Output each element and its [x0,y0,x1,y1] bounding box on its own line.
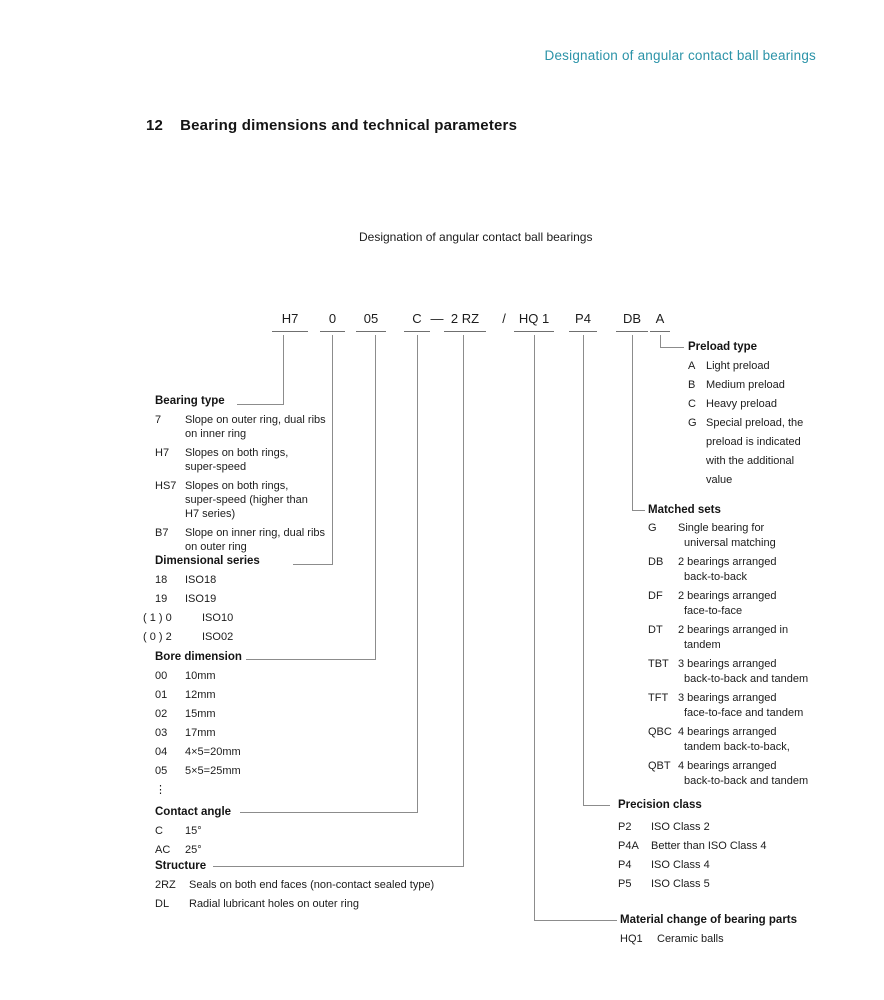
item-text: 4×5=20mm [185,746,241,758]
item-code [688,435,706,450]
item-text: tandem [684,639,721,651]
item-text [185,783,375,797]
list-item [648,536,856,551]
item-text: ISO Class 4 [651,859,710,871]
list-item [648,691,856,706]
item-text: value [706,473,733,486]
item-code [155,460,185,474]
list-item [618,820,853,834]
item-code: DB [648,556,664,568]
item-code [648,774,678,789]
list-item [155,479,467,493]
list-item [648,725,856,740]
item-text: ISO Class 5 [651,878,710,890]
item-text: with the additional [706,454,795,467]
item-text: Slopes on both rings, [185,447,289,459]
item-text: universal matching [684,537,776,549]
item-text: Special preload, the [706,416,804,429]
item-text: 5×5=25mm [185,765,241,777]
item-text: Single bearing for [678,522,765,534]
connector-hline-matched-sets [632,510,645,511]
item-code: HQ1 [620,933,643,945]
item-code: 2RZ [155,879,176,891]
section-title-structure: Structure [155,860,207,872]
section-structure [155,859,500,911]
list-item [155,745,375,759]
list-item [648,672,856,687]
list-item [155,688,375,702]
section-title-dimensional-series: Dimensional series [155,555,260,567]
item-text: Seals on both end faces (non-contact sealed type) [189,879,435,891]
list-item [648,657,856,672]
item-text: back-to-back and tandem [684,775,809,787]
item-code: A [688,359,696,372]
list-item [620,932,875,946]
item-text: ISO19 [185,593,217,605]
code-token-bore-dimension: 05 [356,311,386,332]
item-text: 3 bearings arranged [678,692,777,704]
item-code: DF [648,590,663,602]
list-item [155,897,500,911]
item-code: 19 [155,593,168,605]
item-text: 2 bearings arranged in [678,624,789,636]
item-code [688,454,706,469]
section-preload-type [688,340,866,487]
list-item [688,397,866,412]
material-change-rows [620,932,875,946]
item-text: 4 bearings arranged [678,726,777,738]
item-text: Heavy preload [706,397,777,410]
list-item [155,669,375,683]
list-item [155,843,355,857]
page-header-right: Designation of angular contact ball bearings [544,48,816,63]
list-item [688,359,866,374]
item-code: 01 [155,689,168,701]
item-code [155,507,185,521]
item-text: Slopes on both rings, [185,480,289,492]
item-text: 25° [185,844,202,856]
list-item [155,413,467,427]
item-code [155,493,185,507]
item-code: P2 [618,821,632,833]
item-code [648,570,678,585]
item-code: QBT [648,760,671,772]
item-code: 03 [155,727,168,739]
diagram-title: Designation of angular contact ball bearings [359,230,593,244]
list-item [155,493,467,507]
list-item [648,759,856,774]
item-code [648,638,678,653]
list-item [143,630,365,644]
code-token-structure: 2 RZ [444,311,486,332]
list-item [648,638,856,653]
connector-hline-precision [583,805,610,806]
item-text: super-speed (higher than [185,494,308,506]
item-text: on outer ring [185,541,247,553]
item-code: TBT [648,658,669,670]
item-code: TFT [648,692,669,704]
item-text: 12mm [185,689,216,701]
item-text: 2 bearings arranged [678,556,777,568]
item-text: 15° [185,825,202,837]
precision-class-rows [618,820,853,891]
list-item [648,604,856,619]
item-code [688,473,706,488]
item-code: DT [648,624,663,636]
code-token-dimensional-series: 0 [320,311,345,332]
item-text: ISO Class 2 [651,821,710,833]
item-code: DL [155,898,170,910]
contact-angle-rows [155,824,355,857]
section-title-bore-dimension: Bore dimension [155,651,242,663]
item-code: 18 [155,574,168,586]
list-item [648,740,856,755]
list-item [155,824,355,838]
item-text: H7 series) [185,508,236,520]
item-code: 02 [155,708,168,720]
item-code: 04 [155,746,168,758]
item-code: QBC [648,726,672,738]
list-item [618,858,853,872]
connector-vline-precision [583,335,584,805]
section-precision-class [618,798,853,891]
item-text: Light preload [706,359,770,372]
section-title-preload-type: Preload type [688,341,758,353]
item-code [648,604,678,619]
item-code: 05 [155,765,168,777]
item-code: AC [155,844,171,856]
item-text: preload is indicated [706,435,801,448]
list-item [155,446,467,460]
section-contact-angle [155,805,355,857]
item-text: 17mm [185,727,216,739]
item-text: on inner ring [185,428,247,440]
item-code: C [155,825,163,837]
preload-type-rows [688,359,866,488]
item-text: Radial lubricant holes on outer ring [189,898,359,910]
item-code: P4 [618,859,632,871]
item-code: HS7 [155,480,177,492]
item-text: back-to-back and tandem [684,673,809,685]
item-text: 2 bearings arranged [678,590,777,602]
section-material-change [620,913,875,946]
section-matched-sets [648,503,856,789]
dimensional-series-rows [143,573,365,644]
section-bearing-type [155,394,467,554]
code-token-material: HQ 1 [514,311,554,332]
item-code: P4A [618,840,639,852]
list-item [648,706,856,721]
item-text: face-to-face [684,605,743,617]
matched-sets-rows [648,521,856,789]
list-item [688,416,866,431]
list-item [688,454,866,469]
item-text: Slope on outer ring, dual ribs [185,414,326,426]
code-token-precision: P4 [569,311,597,332]
code-token-dash: — [430,311,444,326]
connector-vline-preload [660,335,661,347]
list-item [648,555,856,570]
list-item [155,783,375,797]
item-code: P5 [618,878,632,890]
item-code [155,427,185,441]
list-item [155,460,467,474]
item-code [648,706,678,721]
item-text: super-speed [185,461,247,473]
item-code: ( 1 ) 0 [143,612,172,624]
list-item [648,570,856,585]
item-text: 3 bearings arranged [678,658,777,670]
connector-hline-material [534,920,617,921]
item-code: B [688,378,696,391]
item-text: 10mm [185,670,216,682]
connector-vline-material [534,335,535,920]
section-dimensional-series [143,554,365,644]
item-text: ISO10 [202,612,234,624]
item-text: 15mm [185,708,216,720]
bearing-type-rows [155,413,467,554]
code-token-matched-sets: DB [616,311,648,332]
item-code: G [648,522,657,534]
item-text: Ceramic balls [657,933,724,945]
list-item [155,540,467,554]
list-item [648,623,856,638]
chapter-number: 12 [146,117,164,134]
item-code: C [688,397,696,410]
list-item [648,774,856,789]
item-code: ( 0 ) 2 [143,631,172,643]
list-item [155,726,375,740]
section-title-bearing-type: Bearing type [155,395,225,407]
list-item [155,878,500,892]
connector-vline-matched-sets [632,335,633,510]
list-item [155,764,375,778]
code-token-bearing-type: H7 [272,311,308,332]
list-item [155,573,365,587]
item-text: ISO02 [202,631,234,643]
list-item [618,877,853,891]
code-token-slash: / [502,311,506,326]
item-code: 7 [155,414,162,426]
item-text: Slope on inner ring, dual ribs [185,527,326,539]
list-item [648,589,856,604]
list-item [155,592,365,606]
list-item [618,839,853,853]
list-item [155,507,467,521]
section-title-material-change: Material change of bearing parts [620,914,798,926]
item-text: ISO18 [185,574,217,586]
item-code [648,740,678,755]
item-code [155,540,185,554]
item-text: back-to-back [684,571,747,583]
list-item [155,526,467,540]
connector-hline-preload [660,347,684,348]
item-code: H7 [155,447,170,459]
list-item [648,521,856,536]
item-code: B7 [155,527,169,539]
structure-rows [155,878,500,911]
list-item [688,473,866,488]
code-token-preload: A [650,311,670,332]
list-item [688,378,866,393]
list-item [155,707,375,721]
section-title-contact-angle: Contact angle [155,806,232,818]
section-bore-dimension [155,650,375,797]
list-item [688,435,866,450]
chapter-heading [146,117,517,134]
item-text: 4 bearings arranged [678,760,777,772]
list-item [155,427,467,441]
bore-dimension-rows [155,669,375,797]
item-code: ⋮ [155,784,166,796]
section-title-matched-sets: Matched sets [648,504,721,516]
item-code: G [688,416,697,429]
chapter-title: Bearing dimensions and technical parameters [180,117,518,134]
item-code [648,672,678,687]
section-title-precision-class: Precision class [618,799,702,811]
item-text: face-to-face and tandem [684,707,804,719]
item-text: tandem back-to-back, [684,741,790,753]
list-item [143,611,365,625]
item-code: 00 [155,670,168,682]
item-text: Medium preload [706,378,785,391]
code-token-contact-angle: C [404,311,430,332]
item-text: Better than ISO Class 4 [651,840,767,852]
item-code [648,536,678,551]
